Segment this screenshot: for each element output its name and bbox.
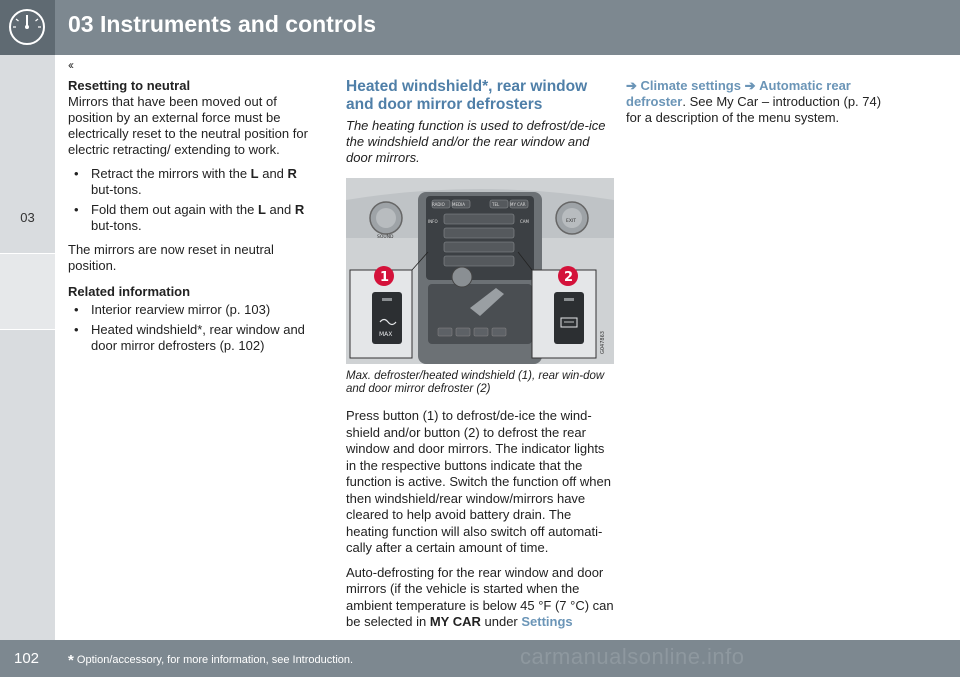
key-label: MY CAR <box>510 202 526 207</box>
callout-2: 2 <box>564 270 574 285</box>
chapter-icon-box <box>0 0 55 55</box>
figure-caption: Max. defroster/heated windshield (1), rear win-dow and door mirror defroster (2) <box>346 370 605 395</box>
footnote: * Option/accessory, for more information, see Introduction. <box>68 652 354 669</box>
related-links <box>68 302 320 354</box>
callout-1: 1 <box>380 270 390 285</box>
key-label: RADIO <box>432 202 445 207</box>
knob-label-right: EXIT <box>566 219 577 224</box>
list-item: • Retract the mirrors with the L and R but-tons. <box>74 166 297 197</box>
watermark-text: carmanualsonline.info <box>520 644 745 669</box>
resetting-intro: Mirrors that have been moved out of position by an external force must be electrically reset to the neutral position for electric retracting/ extending to work. <box>68 94 308 157</box>
menu-path-paragraph: ➔ Climate settings ➔ Automatic rear defroster. See My Car – introduction (p. 74) for a description of the menu system. <box>626 78 882 125</box>
chapter-number: 03 <box>20 210 35 225</box>
resetting-steps <box>68 166 320 234</box>
key-label: TEL <box>492 202 500 207</box>
climate-settings-link[interactable]: Climate settings <box>640 78 741 93</box>
page-number: 102 <box>14 650 40 667</box>
column-left <box>68 78 320 362</box>
section-heading-resetting: Resetting to neutral <box>68 78 191 93</box>
key-label: INFO <box>428 219 438 224</box>
resetting-outro: The mirrors are now reset in neutral position. <box>68 242 274 273</box>
page-footer <box>0 640 960 677</box>
section-subtitle: The heating function is used to defrost/de-ice the windshield and/or the rear window and door mirrors. <box>346 118 606 165</box>
settings-menu-link[interactable]: Settings <box>521 614 573 629</box>
automatic-rear-defroster-link[interactable]: Automatic rear defroster <box>626 78 851 109</box>
chapter-sidebar <box>0 55 55 640</box>
related-information-heading: Related information <box>68 284 191 299</box>
related-link[interactable]: • Interior rearview mirror (p. 103) <box>74 302 271 317</box>
climate-panel-figure <box>346 178 614 364</box>
arrow-right-icon: ➔ <box>626 78 637 93</box>
key-label: MEDIA <box>452 202 465 207</box>
arrow-right-icon: ➔ <box>744 78 756 93</box>
figure-code: G047863 <box>600 331 606 354</box>
page-header <box>0 0 960 55</box>
climate-panel-illustration <box>346 178 614 364</box>
column-right <box>626 78 898 134</box>
defroster-paragraph-2: Auto-defrosting for the rear window and door mirrors (if the vehicle is started when the ambient temperature is below 45 °F (7 °C) can be selected in MY CAR under Settings <box>346 564 614 629</box>
chapter-tab[interactable] <box>0 253 55 330</box>
page-title: 03 Instruments and controls <box>68 11 377 37</box>
speedometer-icon <box>0 0 55 55</box>
my-car-label: MY CAR <box>429 614 481 629</box>
max-button-label: MAX <box>379 331 393 338</box>
back-arrows-icon[interactable]: ‹‹ <box>68 58 72 72</box>
knob-label-left: SOUND <box>377 235 394 240</box>
section-title-defrosters: Heated windshield*, rear window and door mirror defrosters <box>346 78 588 113</box>
column-middle <box>346 78 614 639</box>
key-label: CAM <box>520 219 529 224</box>
defroster-paragraph-1: Press button (1) to defrost/de-ice the wind-shield and/or button (2) to defrost the rear window and door mirrors. The indicator lights in the respective buttons indicate that the function is active. Switch the function off when then windshield/rear window/mirrors have cleared to help avoid battery drain. The heating function will also switch off automati-cally after a certain amount of time. <box>346 408 611 555</box>
related-link[interactable]: • Heated windshield*, rear window and door mirror defrosters (p. 102) <box>74 322 305 353</box>
list-item: • Fold them out again with the L and R but-tons. <box>74 202 305 233</box>
